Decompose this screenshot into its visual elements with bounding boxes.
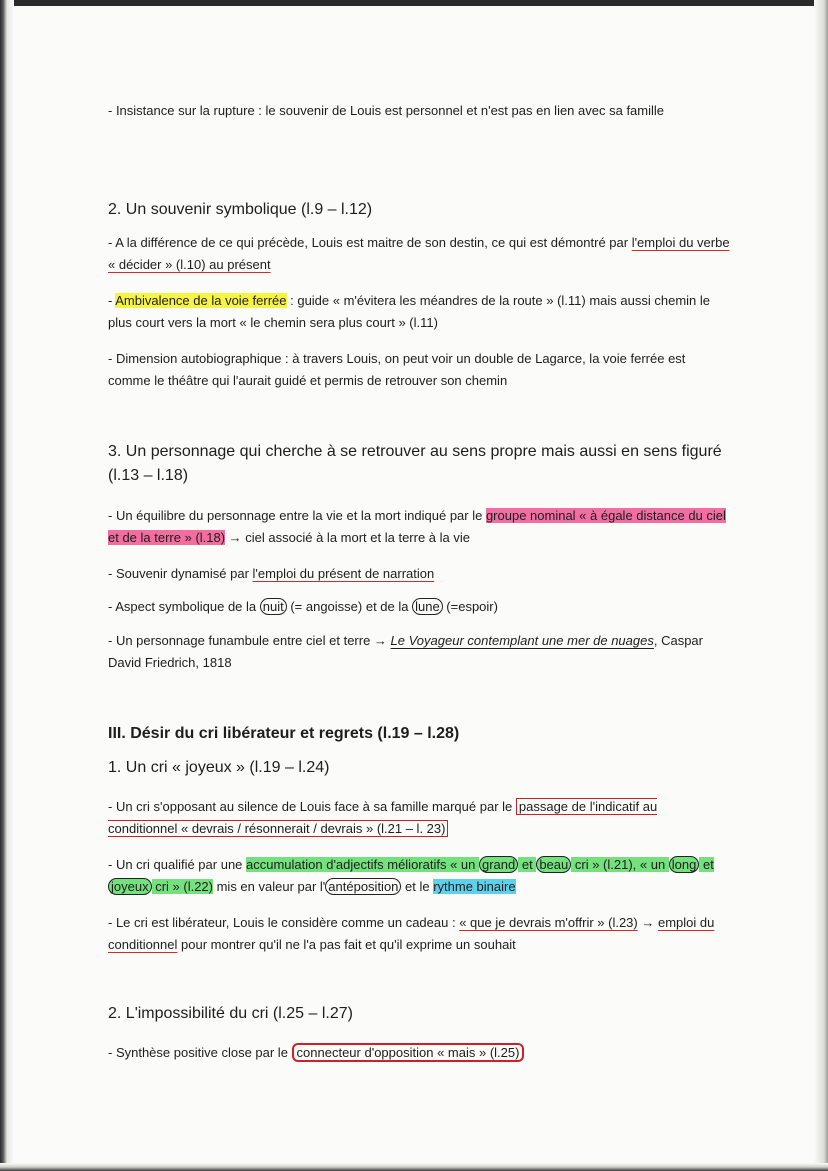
sub1-p3-quote: « que je devrais m'offrir » (l.23): [459, 915, 638, 930]
circled-word-nuit: nuit: [260, 598, 287, 615]
sub1-p2-text: - Un cri qualifié par une: [108, 857, 247, 872]
section-3-heading: 3. Un personnage qui cherche à se retrouver au sens propre mais aussi en sens figuré (l.13 – l.18): [108, 443, 722, 484]
part-3-heading: III. Désir du cri libérateur et regrets (l.19 – l.28): [108, 725, 460, 742]
section-2-title: [108, 198, 730, 222]
circled-word-long: long: [669, 856, 700, 873]
sub1-p1-boxed: passage de l'indicatif au conditionnel « devrais / résonnerait / devrais » (l.21 – l. 23): [108, 799, 658, 836]
sec2-p3-text: - Dimension autobiographique : à travers Louis, on peut voir un double de Lagarce, la voie ferrée est comme le théâtre qui l'aurait guidé et permis de retrouver son chemin: [108, 351, 686, 388]
section-2-heading: 2. Un souvenir symbolique (l.9 – l.12): [108, 201, 373, 218]
sub1-p2-highlight-blue: rythme binaire: [433, 879, 516, 894]
sub1-p2-highlight-1: accumulation d'adjectifs mélioratifs « un: [246, 857, 479, 872]
sub1-p3-arrow: →: [637, 915, 658, 930]
sec3-p4-text-end: , Caspar David Friedrich, 1818: [108, 633, 703, 670]
sec3-paragraph-4: [108, 630, 730, 674]
sec3-paragraph-2: [108, 563, 730, 585]
sec3-p1-highlight: groupe nominal « à égale distance du ciel et de la terre » (l.18): [108, 508, 726, 545]
sec2-p2-dash: -: [108, 293, 116, 308]
sub1-p2-et-1: et: [518, 857, 537, 872]
sub1-paragraph-2: [108, 854, 730, 898]
circled-word-lune: lune: [412, 598, 443, 615]
sub1-p3-underlined: emploi du conditionnel: [108, 915, 715, 952]
sub1-p1-text: - Un cri s'opposant au silence de Louis face à sa famille marqué par le: [108, 799, 516, 814]
sec3-p1-text: - Un équilibre du personnage entre la vie et la mort indiqué par le: [108, 508, 486, 523]
painting-title: Le Voyageur contemplant une mer de nuages: [390, 633, 654, 648]
sub2-p1-boxed: connecteur d'opposition « mais » (l.25): [292, 1043, 525, 1062]
sec3-p3-text: - Aspect symbolique de la: [108, 599, 260, 614]
sub1-p2-text-mid-2: et le: [401, 879, 434, 894]
sec2-p2-highlight: Ambivalence de la voie ferrée: [115, 293, 287, 308]
section-3-title: [108, 440, 730, 488]
sec3-p3-text-end: (=espoir): [442, 599, 498, 614]
sec3-p1-text-end: → ciel associé à la mort et la terre à la vie: [225, 530, 470, 545]
sub2-p1-text: - Synthèse positive close par le: [108, 1045, 292, 1060]
sub2-paragraph-1: [108, 1042, 730, 1064]
sec3-paragraph-3: [108, 596, 730, 618]
sec3-p2-underlined: l'emploi du présent de narration: [252, 566, 435, 581]
sub1-paragraph-3: [108, 912, 730, 956]
sub1-title: [108, 756, 730, 780]
sub1-heading: 1. Un cri « joyeux » (l.19 – l.24): [108, 759, 330, 776]
circled-word-joyeux: joyeux: [108, 878, 152, 895]
scan-edge-bottom: [0, 1163, 828, 1171]
part-3-title: [108, 722, 730, 746]
sub1-paragraph-1: [108, 796, 730, 840]
sub1-p2-highlight-2: cri » (l.21), « un: [571, 857, 669, 872]
circled-word-anteposition: antéposition: [325, 878, 401, 895]
sub1-p2-text-mid: mis en valeur par l': [212, 879, 326, 894]
sec3-p3-text-mid: (= angoisse) et de la: [286, 599, 413, 614]
sec3-paragraph-1: [108, 505, 730, 549]
scan-edge-top: [0, 0, 828, 6]
sub1-p2-highlight-3: cri » (l.22): [151, 879, 213, 894]
sec2-paragraph-2: [108, 290, 730, 334]
scan-edge-left: [0, 0, 14, 1171]
circled-word-grand: grand: [479, 856, 518, 873]
sec3-p2-text: - Souvenir dynamisé par: [108, 566, 253, 581]
paragraph-rupture: [108, 100, 730, 122]
sec2-p1-text: - A la différence de ce qui précède, Louis est maitre de son destin, ce qui est démontré par: [108, 235, 632, 250]
scan-edge-right: [814, 0, 828, 1171]
sec2-paragraph-1: [108, 232, 730, 276]
sub1-p3-text: - Le cri est libérateur, Louis le considère comme un cadeau :: [108, 915, 460, 930]
sub1-p2-et-2: et: [699, 857, 714, 872]
circled-word-beau: beau: [536, 856, 571, 873]
sub2-title: [108, 1002, 730, 1026]
rupture-text: - Insistance sur la rupture : le souvenir de Louis est personnel et n'est pas en lien avec sa famille: [108, 103, 665, 118]
sec2-p1-underlined: l'emploi du verbe « décider » (l.10) au présent: [108, 235, 730, 272]
sub2-heading: 2. L'impossibilité du cri (l.25 – l.27): [108, 1005, 353, 1022]
sec2-p2-text: : guide « m'évitera les méandres de la route » (l.11) mais aussi chemin le plus court vers la mort « le chemin sera plus court » (l.11): [108, 293, 710, 330]
sec2-paragraph-3: [108, 348, 730, 392]
sub1-p3-text-end: pour montrer qu'il ne l'a pas fait et qu'il exprime un souhait: [177, 937, 516, 952]
sec3-p4-text: - Un personnage funambule entre ciel et terre →: [108, 633, 391, 648]
